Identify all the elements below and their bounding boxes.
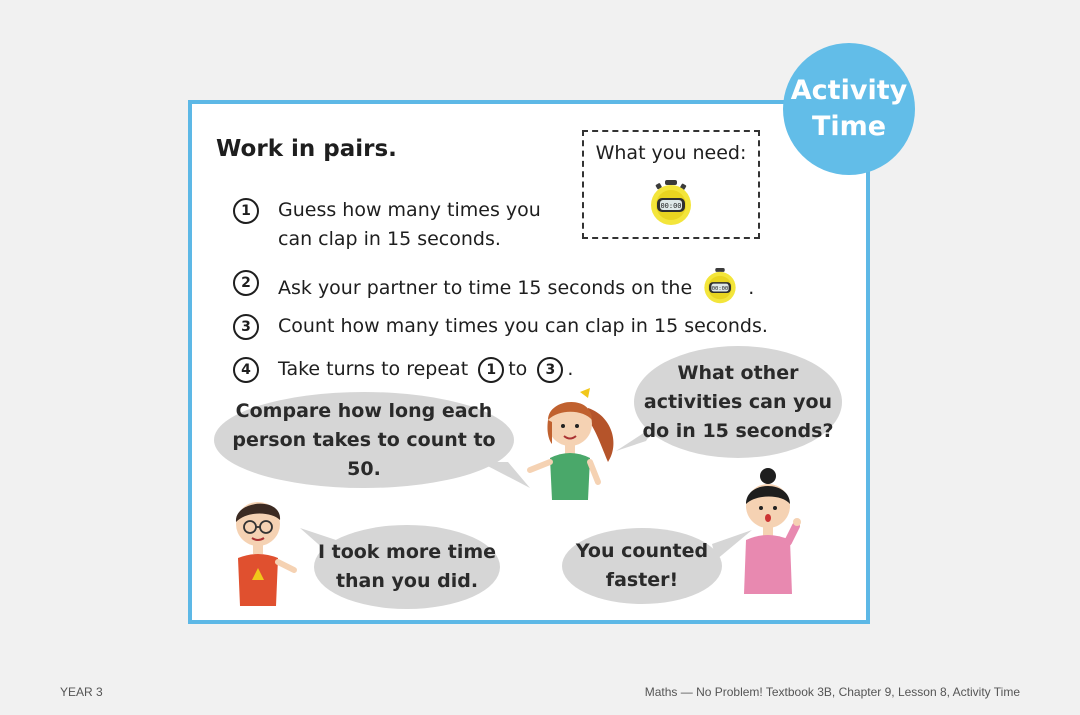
what-you-need-box [582,130,760,239]
step-ref-1: 1 [478,357,504,383]
page-title: Work in pairs. [216,136,397,162]
step-3-text: Count how many times you can clap in 15 seconds. [278,315,768,337]
speech-bubble-compare [214,392,514,488]
step-2-text [278,268,754,304]
footer-source-label: Maths — No Problem! Textbook 3B, Chapter 9, Lesson 8, Activity Time [644,685,1020,699]
step-1-text [278,196,541,254]
bubble-other-line-1: What other [677,361,799,384]
boy-glasses-illustration [226,494,302,610]
girl-ponytail-illustration [524,386,620,502]
step-2-text-before: Ask your partner to time 15 seconds on the [278,277,693,299]
step-1-line-2: can clap in 15 seconds. [278,228,501,250]
bubble-more-time-line-1: I took more time [317,541,497,563]
stopwatch-display: 00:00 [660,202,682,210]
stopwatch-display: 00:00 [711,285,729,292]
speech-bubble-other-activities [634,346,842,458]
girl-bun-illustration [738,466,802,596]
bubble-compare-line-1: Compare how long each [235,399,493,422]
step-4-end: . [567,358,574,380]
step-2-text-after: . [748,277,755,299]
speech-bubble-more-time [314,525,500,609]
step-4-to: to [508,358,528,380]
step-ref-3: 3 [537,357,563,383]
badge-line-2: Time [811,111,887,142]
step-number-3: 3 [233,314,259,340]
step-number-4: 4 [233,357,259,383]
stopwatch-icon [702,268,738,304]
bubble-faster-line-2: faster! [605,569,679,591]
bubble-compare-line-2: person takes to count to 50. [232,428,496,480]
what-you-need-label: What you need: [595,142,747,164]
footer-year-label: YEAR 3 [60,685,103,699]
speech-bubble-faster [562,528,722,604]
step-number-2: 2 [233,270,259,296]
step-number-1: 1 [233,198,259,224]
badge-line-1: Activity [790,75,908,106]
bubble-other-line-2: activities can you [643,390,833,413]
step-4-text [278,355,573,384]
bubble-faster-line-1: You counted [575,540,709,562]
bubble-other-line-3: do in 15 seconds? [642,419,834,442]
step-4-text-a: Take turns to repeat [278,358,469,380]
activity-time-badge [783,43,915,175]
step-1-line-1: Guess how many times you [278,199,541,221]
bubble-more-time-line-2: than you did. [335,570,479,592]
stopwatch-icon [648,180,694,226]
